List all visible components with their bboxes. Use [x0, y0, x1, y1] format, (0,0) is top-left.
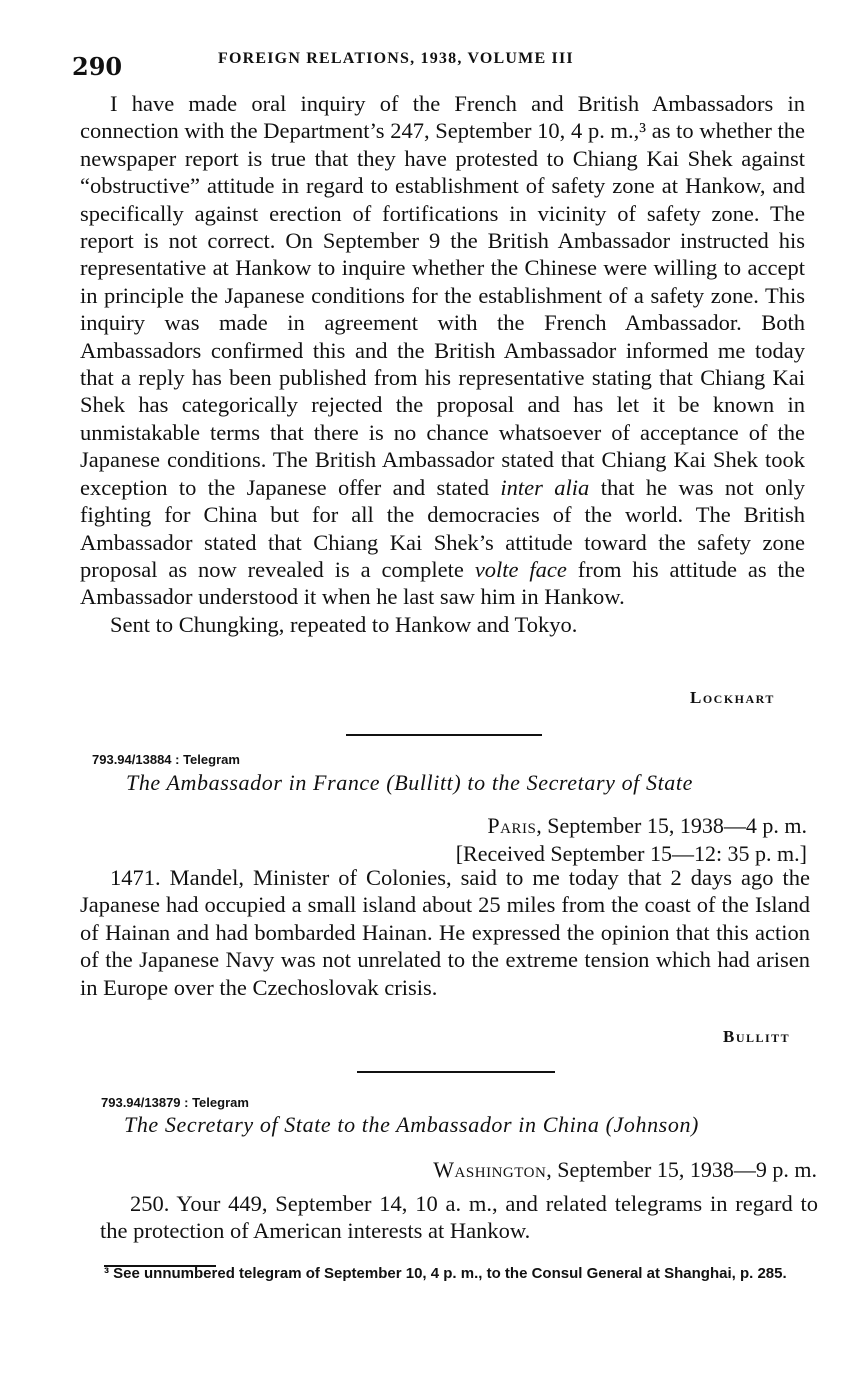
- signature-lockhart: Lockhart: [690, 688, 775, 707]
- signature-bullitt: Bullitt: [723, 1027, 791, 1046]
- section-bullitt-body: [80, 864, 810, 1001]
- section-divider: [357, 1071, 555, 1073]
- italic-phrase: volte face: [474, 556, 567, 582]
- section-johnson-body: [100, 1190, 818, 1245]
- paragraph-text: from his attitude as the Ambassador understood it when he last saw him in Hankow.: [80, 556, 806, 610]
- telegram-paragraph: 250. Your 449, September 14, 10 a. m., and related telegrams in regard to the protection of American interests at Hankow.: [100, 1191, 818, 1244]
- file-number: 793.94/13884 : Telegram: [92, 752, 240, 767]
- running-head: FOREIGN RELATIONS, 1938, VOLUME III: [218, 50, 574, 67]
- section-lockhart-body: [80, 90, 805, 638]
- dateline-date: , September 15, 1938—9 p. m.: [546, 1157, 817, 1182]
- section-divider: [346, 734, 542, 736]
- paragraph-text: that he was not only fighting for China but for all the democracies of the world. The British Ambassador stated that Chiang Kai Shek’s attitude toward the safety zone proposal as now revealed is a complete: [80, 474, 805, 582]
- dateline-place: Washington: [433, 1157, 547, 1182]
- dateline-place: Paris: [487, 813, 537, 838]
- telegram-paragraph: [80, 90, 805, 611]
- dateline-date: , September 15, 1938—4 p. m.: [536, 813, 807, 838]
- file-number: 793.94/13879 : Telegram: [101, 1095, 249, 1110]
- received-line: [Received September 15—12: 35 p. m.]: [455, 841, 807, 866]
- closing-line: Sent to Chungking, repeated to Hankow and Tokyo.: [110, 611, 578, 637]
- document-title: The Secretary of State to the Ambassador in China (Johnson): [124, 1112, 699, 1137]
- paragraph-text: I have made oral inquiry of the French and British Ambassadors in connection with the Department’s 247, September 10, 4 p. m.,³ as to whether the newspaper report is true that they have protested to Chiang Kai Shek against “obstructive” attitude in regard to establishment of safety zone at Hankow, and specifically against erection of fortifications in vicinity of safety zone. The report is not correct. On September 9 the British Ambassador instructed his representative at Hankow to inquire whether the Chinese were willing to accept in principle the Japanese conditions for the establishment of a safety zone. This inquiry was made in agreement with the French Ambassador. Both Ambassadors confirmed this and the British Ambassador informed me today that a reply has been published from his representative stating that Chiang Kai Shek has categorically rejected the proposal and has let it be known in unmistakable terms that there is no chance whatsoever of acceptance of the Japanese conditions. The British Ambassador stated that Chiang Kai Shek took exception to the Japanese offer and stated: [80, 91, 805, 500]
- telegram-paragraph: 1471. Mandel, Minister of Colonies, said to me today that 2 days ago the Japanese had occupied a small island about 25 miles from the coast of the Island of Hainan and had bombarded Hainan. He expressed the opinion that this action of the Japanese Navy was not unrelated to the extreme tension which had arisen in Europe over the Czechoslovak crisis.: [80, 865, 810, 1000]
- dateline: [456, 812, 807, 868]
- page-header: [72, 44, 812, 84]
- page-number: 290: [72, 52, 123, 81]
- dateline: [433, 1156, 817, 1184]
- document-title: The Ambassador in France (Bullitt) to the Secretary of State: [126, 770, 693, 795]
- italic-phrase: inter alia: [500, 474, 590, 500]
- footnote: ³ See unnumbered telegram of September 10, 4 p. m., to the Consul General at Shanghai, p. 285.: [104, 1265, 787, 1282]
